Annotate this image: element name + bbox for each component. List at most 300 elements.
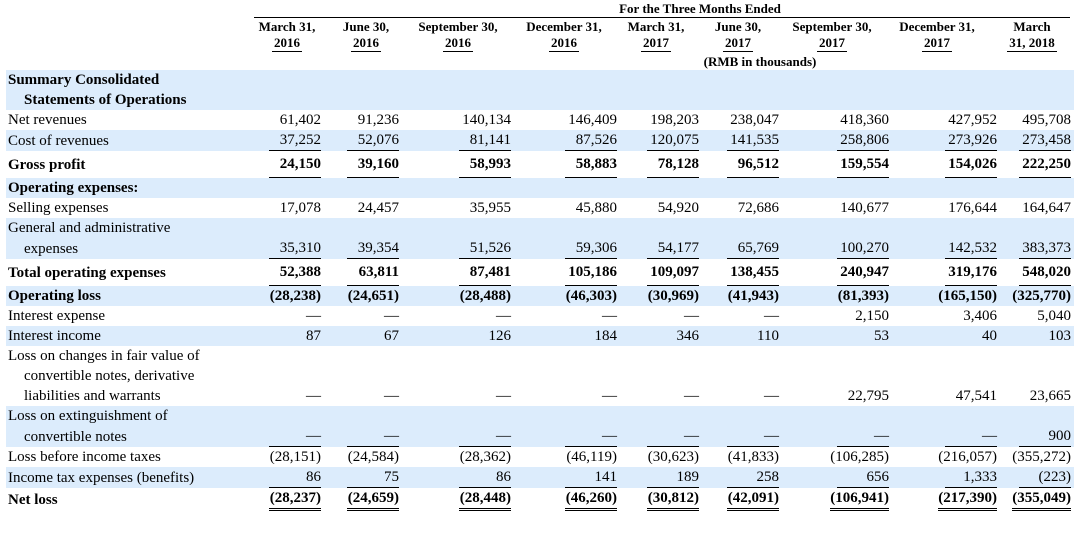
cell-value: 273,458 <box>1019 130 1071 151</box>
row-label: convertible notes <box>6 426 252 447</box>
table-row <box>6 110 1074 130</box>
cell-value: (41,833) <box>727 449 779 465</box>
value-cell <box>782 467 892 488</box>
column-header: June 30, 2016 <box>342 19 390 50</box>
cell-value: 91,236 <box>357 112 399 128</box>
value-cell <box>892 488 1000 511</box>
value-cell <box>620 151 702 178</box>
value-cell <box>782 447 892 467</box>
cell-value: 142,532 <box>945 238 997 259</box>
value-cell <box>252 238 324 259</box>
cell-value: — <box>602 388 617 404</box>
value-cell <box>1000 151 1074 178</box>
value-cell <box>514 447 620 467</box>
value-cell <box>620 306 702 326</box>
empty-cell <box>252 406 324 426</box>
value-cell <box>892 259 1000 286</box>
value-cell <box>620 110 702 130</box>
cell-value: 258,806 <box>837 130 889 151</box>
row-label: Net revenues <box>8 112 87 128</box>
value-cell <box>702 467 782 488</box>
cell-value: 72,686 <box>737 200 779 216</box>
row-label: Interest income <box>6 326 252 346</box>
cell-value: (46,260) <box>565 488 617 511</box>
value-cell <box>620 259 702 286</box>
cell-value: 141,535 <box>727 130 779 151</box>
table-row <box>6 178 1074 198</box>
value-cell <box>782 238 892 259</box>
value-cell <box>620 386 702 406</box>
cell-value: 495,708 <box>1022 112 1071 128</box>
value-cell <box>324 426 402 447</box>
empty-cell <box>514 366 620 386</box>
value-cell <box>514 110 620 130</box>
table-row <box>6 70 1074 90</box>
cell-value: — <box>306 308 321 324</box>
row-label: Loss before income taxes <box>8 449 161 465</box>
cell-value: 24,150 <box>269 151 321 178</box>
cell-value: 40 <box>982 328 997 344</box>
column-header: December 31, 2017 <box>899 19 975 50</box>
value-cell <box>702 198 782 218</box>
cell-value: 47,541 <box>955 388 997 404</box>
column-header: June 30, 2017 <box>714 19 762 50</box>
column-header: September 30, 2017 <box>792 19 872 50</box>
empty-cell <box>782 346 892 366</box>
row-label: Income tax expenses (benefits) <box>6 467 252 488</box>
value-cell <box>402 110 514 130</box>
cell-value: 120,075 <box>647 130 699 151</box>
value-cell <box>402 306 514 326</box>
value-cell <box>252 130 324 151</box>
value-cell <box>252 488 324 511</box>
cell-value: (24,659) <box>347 488 399 511</box>
value-cell <box>252 447 324 467</box>
cell-value: 58,883 <box>565 151 617 178</box>
value-cell <box>702 488 782 511</box>
empty-cell <box>892 366 1000 386</box>
value-cell <box>252 326 324 346</box>
value-cell <box>892 198 1000 218</box>
column-header: March 31, 2017 <box>627 19 685 50</box>
empty-cell <box>324 366 402 386</box>
table-row <box>6 238 1074 259</box>
cell-value: — <box>306 388 321 404</box>
cell-value: 656 <box>837 467 889 488</box>
value-cell <box>1000 426 1074 447</box>
cell-value: — <box>684 308 699 324</box>
value-cell <box>324 151 402 178</box>
value-cell <box>324 467 402 488</box>
statement-table <box>6 70 1074 511</box>
value-cell <box>620 447 702 467</box>
cell-value: (42,091) <box>727 488 779 511</box>
table-row <box>6 306 1074 326</box>
table-row <box>6 326 1074 346</box>
value-cell <box>620 426 702 447</box>
cell-value: 5,040 <box>1037 308 1071 324</box>
cell-value: — <box>647 426 699 447</box>
cell-value: 146,409 <box>568 112 617 128</box>
empty-cell <box>620 70 702 90</box>
empty-cell <box>1000 346 1074 366</box>
cell-value: 189 <box>647 467 699 488</box>
empty-cell <box>402 70 514 90</box>
empty-cell <box>402 406 514 426</box>
cell-value: 138,455 <box>727 259 779 286</box>
row-label: expenses <box>6 238 252 259</box>
value-cell <box>892 151 1000 178</box>
value-cell <box>324 306 402 326</box>
empty-cell <box>782 218 892 238</box>
row-label: Loss on extinguishment of <box>6 406 252 426</box>
empty-cell <box>514 178 620 198</box>
row-label: Summary Consolidated <box>6 70 252 90</box>
value-cell <box>514 488 620 511</box>
cell-value: 59,306 <box>565 238 617 259</box>
value-cell <box>892 326 1000 346</box>
cell-value: (81,393) <box>837 288 889 304</box>
cell-value: — <box>727 426 779 447</box>
cell-value: 63,811 <box>347 259 399 286</box>
cell-value: 86 <box>459 467 511 488</box>
table-row <box>6 198 1074 218</box>
value-cell <box>892 238 1000 259</box>
cell-value: (30,969) <box>647 288 699 304</box>
table-row <box>6 286 1074 306</box>
value-cell <box>1000 198 1074 218</box>
cell-value: 39,160 <box>347 151 399 178</box>
cell-value: (41,943) <box>727 288 779 304</box>
empty-cell <box>324 346 402 366</box>
value-cell <box>514 426 620 447</box>
cell-value: (28,448) <box>459 488 511 511</box>
table-row <box>6 259 1074 286</box>
empty-cell <box>892 178 1000 198</box>
empty-cell <box>514 90 620 110</box>
empty-cell <box>620 178 702 198</box>
value-cell <box>782 151 892 178</box>
cell-value: (46,119) <box>566 449 617 465</box>
value-cell <box>402 286 514 306</box>
cell-value: 184 <box>594 328 617 344</box>
empty-cell <box>324 178 402 198</box>
cell-value: (46,303) <box>565 288 617 304</box>
table-row <box>6 386 1074 406</box>
cell-value: 87,526 <box>565 130 617 151</box>
empty-cell <box>702 346 782 366</box>
cell-value: 75 <box>347 467 399 488</box>
cell-value: 65,769 <box>727 238 779 259</box>
value-cell <box>252 286 324 306</box>
cell-value: 140,677 <box>840 200 889 216</box>
value-cell <box>324 326 402 346</box>
value-cell <box>782 488 892 511</box>
cell-value: — <box>459 426 511 447</box>
value-cell <box>252 198 324 218</box>
value-cell <box>892 306 1000 326</box>
empty-cell <box>620 366 702 386</box>
cell-value: 54,177 <box>647 238 699 259</box>
table-row <box>6 488 1074 511</box>
empty-cell <box>702 178 782 198</box>
value-cell <box>620 130 702 151</box>
cell-value: 109,097 <box>647 259 699 286</box>
cell-value: 61,402 <box>279 112 321 128</box>
empty-cell <box>402 90 514 110</box>
row-label: Selling expenses <box>8 200 109 216</box>
table-row <box>6 426 1074 447</box>
value-cell <box>402 198 514 218</box>
value-cell <box>892 286 1000 306</box>
value-cell <box>702 426 782 447</box>
table-row <box>6 447 1074 467</box>
value-cell <box>252 426 324 447</box>
value-cell <box>514 386 620 406</box>
cell-value: (28,238) <box>269 288 321 304</box>
value-cell <box>782 426 892 447</box>
cell-value: 3,406 <box>963 308 997 324</box>
cell-value: 81,141 <box>459 130 511 151</box>
cell-value: 35,955 <box>469 200 511 216</box>
empty-cell <box>1000 70 1074 90</box>
value-cell <box>514 130 620 151</box>
value-cell <box>892 467 1000 488</box>
value-cell <box>324 286 402 306</box>
empty-cell <box>620 406 702 426</box>
cell-value: 238,047 <box>730 112 779 128</box>
cell-value: (28,488) <box>459 288 511 304</box>
value-cell <box>324 198 402 218</box>
row-label: Interest expense <box>8 308 106 324</box>
table-row <box>6 366 1074 386</box>
cell-value: — <box>684 388 699 404</box>
value-cell <box>702 326 782 346</box>
value-cell <box>702 306 782 326</box>
value-cell <box>1000 488 1074 511</box>
table-row <box>6 90 1074 110</box>
value-cell <box>892 386 1000 406</box>
value-cell <box>252 467 324 488</box>
cell-value: 140,134 <box>462 112 511 128</box>
row-label: General and administrative <box>6 218 252 238</box>
value-cell <box>620 326 702 346</box>
cell-value: (216,057) <box>938 449 997 465</box>
cell-value: 383,373 <box>1019 238 1071 259</box>
value-cell <box>1000 326 1074 346</box>
table-row <box>6 406 1074 426</box>
cell-value: 273,926 <box>945 130 997 151</box>
row-label: Net loss <box>8 491 58 508</box>
empty-cell <box>1000 218 1074 238</box>
cell-value: 176,644 <box>948 200 997 216</box>
empty-cell <box>892 346 1000 366</box>
cell-value: — <box>602 308 617 324</box>
cell-value: — <box>565 426 617 447</box>
value-cell <box>514 198 620 218</box>
header-rule <box>254 17 1070 18</box>
cell-value: — <box>764 388 779 404</box>
cell-value: 105,186 <box>565 259 617 286</box>
empty-cell <box>514 70 620 90</box>
cell-value: 319,176 <box>945 259 997 286</box>
cell-value: 52,076 <box>347 130 399 151</box>
empty-cell <box>702 70 782 90</box>
cell-value: 2,150 <box>855 308 889 324</box>
cell-value: 52,388 <box>269 259 321 286</box>
value-cell <box>252 151 324 178</box>
value-cell <box>702 130 782 151</box>
value-cell <box>402 130 514 151</box>
value-cell <box>782 130 892 151</box>
column-header: September 30, 2016 <box>418 19 498 50</box>
cell-value: 39,354 <box>347 238 399 259</box>
cell-value: — <box>837 426 889 447</box>
cell-value: 22,795 <box>847 388 889 404</box>
cell-value: (106,941) <box>830 488 889 511</box>
empty-cell <box>892 218 1000 238</box>
value-cell <box>782 306 892 326</box>
period-title: For the Three Months Ended <box>619 1 781 16</box>
value-cell <box>892 110 1000 130</box>
cell-value: 17,078 <box>279 200 321 216</box>
value-cell <box>324 259 402 286</box>
value-cell <box>620 286 702 306</box>
cell-value: (30,812) <box>647 488 699 511</box>
value-cell <box>402 326 514 346</box>
cell-value: — <box>384 388 399 404</box>
cell-value: 86 <box>269 467 321 488</box>
empty-cell <box>782 70 892 90</box>
value-cell <box>324 238 402 259</box>
row-label: liabilities and warrants <box>24 388 161 404</box>
value-cell <box>782 286 892 306</box>
value-cell <box>1000 467 1074 488</box>
cell-value: (24,651) <box>347 288 399 304</box>
cell-value: — <box>945 426 997 447</box>
value-cell <box>782 386 892 406</box>
cell-value: 37,252 <box>269 130 321 151</box>
value-cell <box>620 467 702 488</box>
value-cell <box>324 488 402 511</box>
value-cell <box>252 386 324 406</box>
empty-cell <box>892 70 1000 90</box>
value-cell <box>514 238 620 259</box>
value-cell <box>702 386 782 406</box>
value-cell <box>252 259 324 286</box>
empty-cell <box>252 218 324 238</box>
empty-cell <box>402 218 514 238</box>
empty-cell <box>252 346 324 366</box>
value-cell <box>402 488 514 511</box>
value-cell <box>782 259 892 286</box>
value-cell <box>324 447 402 467</box>
value-cell <box>514 151 620 178</box>
empty-cell <box>620 346 702 366</box>
cell-value: 45,880 <box>575 200 617 216</box>
cell-value: 78,128 <box>647 151 699 178</box>
empty-cell <box>402 346 514 366</box>
empty-cell <box>782 406 892 426</box>
row-label: Operating expenses: <box>6 178 252 198</box>
cell-value: 154,026 <box>945 151 997 178</box>
cell-value: 110 <box>757 328 779 344</box>
empty-cell <box>514 346 620 366</box>
unit-label: (RMB in thousands) <box>703 54 817 69</box>
value-cell <box>514 259 620 286</box>
empty-cell <box>402 366 514 386</box>
cell-value: (28,237) <box>269 488 321 511</box>
cell-value: (217,390) <box>938 488 997 511</box>
empty-cell <box>782 178 892 198</box>
empty-cell <box>1000 178 1074 198</box>
cell-value: 35,310 <box>269 238 321 259</box>
empty-cell <box>620 218 702 238</box>
value-cell <box>892 130 1000 151</box>
cell-value: 23,665 <box>1029 388 1071 404</box>
cell-value: 24,457 <box>357 200 399 216</box>
empty-cell <box>514 406 620 426</box>
empty-cell <box>892 90 1000 110</box>
cell-value: — <box>764 308 779 324</box>
empty-cell <box>782 366 892 386</box>
empty-cell <box>1000 90 1074 110</box>
table-row <box>6 346 1074 366</box>
cell-value: 198,203 <box>650 112 699 128</box>
cell-value: (325,770) <box>1012 288 1071 304</box>
cell-value: (106,285) <box>830 449 889 465</box>
empty-cell <box>252 366 324 386</box>
table-row <box>6 218 1074 238</box>
cell-value: 53 <box>874 328 889 344</box>
cell-value: 87,481 <box>459 259 511 286</box>
value-cell <box>514 306 620 326</box>
cell-value: 346 <box>676 328 699 344</box>
value-cell <box>620 488 702 511</box>
value-cell <box>514 286 620 306</box>
empty-cell <box>324 218 402 238</box>
empty-cell <box>620 90 702 110</box>
cell-value: (355,049) <box>1012 488 1071 511</box>
value-cell <box>782 110 892 130</box>
value-cell <box>514 326 620 346</box>
cell-value: 222,250 <box>1019 151 1071 178</box>
value-cell <box>402 447 514 467</box>
cell-value: 240,947 <box>837 259 889 286</box>
value-cell <box>702 259 782 286</box>
cell-value: 164,647 <box>1022 200 1071 216</box>
cell-value: 51,526 <box>459 238 511 259</box>
value-cell <box>324 110 402 130</box>
value-cell <box>702 447 782 467</box>
value-cell <box>1000 386 1074 406</box>
column-header: March 31, 2016 <box>258 19 316 50</box>
value-cell <box>252 110 324 130</box>
cell-value: (30,623) <box>647 449 699 465</box>
empty-cell <box>702 218 782 238</box>
row-label: convertible notes, derivative <box>24 368 195 384</box>
value-cell <box>402 151 514 178</box>
cell-value: — <box>496 388 511 404</box>
empty-cell <box>324 90 402 110</box>
column-header: December 31, 2016 <box>526 19 602 50</box>
empty-cell <box>514 218 620 238</box>
empty-cell <box>402 178 514 198</box>
cell-value: (223) <box>1019 467 1071 488</box>
value-cell <box>1000 447 1074 467</box>
cell-value: 100,270 <box>837 238 889 259</box>
cell-value: (355,272) <box>1012 449 1071 465</box>
